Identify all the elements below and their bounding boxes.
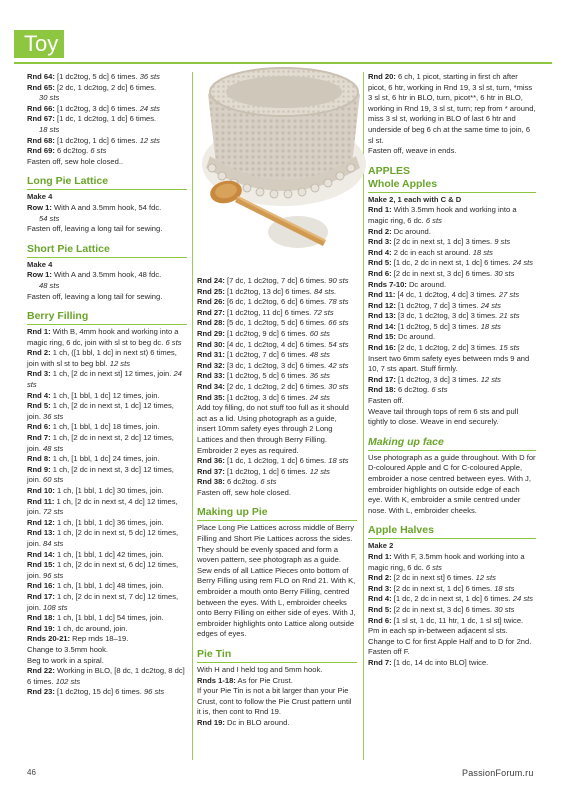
instruction-line: Rnd 16: [2 dc, 1 dc2tog, 2 dc] 3 times. 15 sts <box>368 343 520 353</box>
instruction-line: Rnd 17: [1 dc2tog, 3 dc] 3 times. 12 sts <box>368 374 501 384</box>
instruction-line: Rnd 22: Working in BLO, [8 dc, 1 dc2tog, 8 dc] 6 times. 102 sts <box>27 666 185 686</box>
instruction-line: Rnd 33: [1 dc2tog, 5 dc] 6 times. 36 sts <box>197 371 330 381</box>
instruction-note: Change to 3.5mm hook. <box>27 644 109 654</box>
instruction-line: Rnd 13: 1 ch, [2 dc in next st, 5 dc] 12 times, join. 84 sts <box>27 528 179 548</box>
section-heading-long-lattice: Long Pie Lattice <box>27 175 109 188</box>
eyes-note: Insert two 6mm safety eyes between rnds 9 and 10, 7 sts apart. Stuff firmly. <box>368 353 530 374</box>
fasten-note: Fasten off, sew hole closed. <box>197 487 291 497</box>
instruction-line: Rnd 5: 1 ch, [2 dc in next st, 1 dc] 12 times, join. 36 sts <box>27 401 174 421</box>
instruction-line: Rnd 20: 6 ch, 1 picot, starting in first ch after picot, 6 htr, working in Rnd 19, 3 sl st, turn, *miss 3 sl st, 6 htr in BLO, turn, picot**, 6 htr in BLO, working in Rnd 19, 3 sl st, turn; rep from * around, miss 3 sl st, working in BLO of last 6 htr and underside of beg 6 ch at the same time to join, 6 sl st. <box>368 72 536 145</box>
instruction-line: Rnd 69: 6 dc2tog. 6 sts <box>27 146 107 156</box>
instruction-line: Rnd 4: 1 ch, [1 bbl, 1 dc] 12 times, join. <box>27 390 160 400</box>
stuffing-note: Add toy filling, do not stuff too full as it should act as a lid. Using photograph as a guide, insert 10mm safety eyes through 2 Long Lattices and then through Berry Filling. Embroider 2 eyes as required. <box>197 403 349 455</box>
heading-rule <box>27 324 187 325</box>
instruction-line: Rnd 1: With F, 3.5mm hook and working into a magic ring, 6 dc. 6 sts <box>368 551 525 572</box>
instruction-line: Rnd 65: [2 dc, 1 dc2tog, 2 dc] 6 times. 30 sts <box>27 82 157 103</box>
instruction-line: Rnd 6: [1 sl st, 1 dc, 11 htr, 1 dc, 1 sl st] twice. Pm in each sp in-between adjacent sl sts. <box>368 615 524 636</box>
instruction-line: Rnd 11: [4 dc, 1 dc2tog, 4 dc] 3 times. 27 sts <box>368 290 520 300</box>
instruction-line: Rnd 7: [1 dc, 14 dc into BLO] twice. <box>368 657 489 667</box>
instruction-line: Rnd 2: Dc around. <box>368 226 431 236</box>
heading-rule <box>27 257 187 258</box>
section-heading-making-up-pie: Making up Pie <box>197 506 268 519</box>
heading-rule <box>368 538 536 539</box>
instruction-line: Rnd 18: 6 dc2tog. 6 sts <box>368 385 448 395</box>
instruction-line: Rnd 2: [2 dc in next st] 6 times. 12 sts <box>368 573 496 583</box>
instruction-line: Rnd 5: [2 dc in next st, 3 dc] 6 times. 30 sts <box>368 604 515 614</box>
instruction-line: Rnd 12: [1 dc2tog, 7 dc] 3 times. 24 sts <box>368 300 501 310</box>
instruction-line: Rnd 3: [2 dc in next st, 1 dc] 3 times. 9 sts <box>368 237 511 247</box>
make-count: Make 2 <box>368 541 394 551</box>
section-heading-making-up-face: Making up face <box>368 435 444 448</box>
instruction-line: Rnd 67: [1 dc, 1 dc2tog, 1 dc] 6 times. 18 sts <box>27 114 157 134</box>
heading-rule <box>27 189 187 190</box>
section-title: Toy <box>24 31 59 56</box>
instruction-line: Rnd 34: [2 dc, 1 dc2tog, 2 dc] 6 times. 30 sts <box>197 381 349 391</box>
fasten-note: Fasten off, leaving a long tail for sewing. <box>27 291 163 301</box>
instruction-line: Rnd 6: [2 dc in next st, 3 dc] 6 times. 30 sts <box>368 268 515 278</box>
heading-rule <box>368 450 536 451</box>
tin-intro: With H and I held tog and 5mm hook. <box>197 665 323 674</box>
instruction-line: Rnd 4: 2 dc in each st around. 18 sts <box>368 247 493 257</box>
instruction-line: Rnd 27: [1 dc2tog, 11 dc] 6 times. 72 sts <box>197 307 334 317</box>
instruction-line: Row 1: With A and 3.5mm hook, 48 fdc. 48 sts <box>27 270 162 290</box>
instruction-line: Rnd 10: 1 ch, [1 bbl, 1 dc] 30 times, join. <box>27 486 164 495</box>
instruction-line: Rnd 15: Dc around. <box>368 332 436 342</box>
instruction-line: Rnd 14: 1 ch, [1 bbl, 1 dc] 42 times, join. <box>27 549 164 559</box>
instruction-line: Rnd 17: 1 ch, [2 dc in next st, 7 dc] 12 times, join. 108 sts <box>27 591 179 612</box>
instruction-line: Rnd 11: 1 ch, [2 dc in next st, 4 dc] 12 times, join. 72 sts <box>27 496 178 517</box>
instruction-line: Rnd 7: 1 ch, [2 dc in next st, 2 dc] 12 times, join. 48 sts <box>27 433 174 453</box>
instruction-line: Rnd 8: 1 ch, [1 bbl, 1 dc] 24 times, join. <box>27 454 160 464</box>
instruction-line: Rnd 4: [1 dc, 2 dc in next st, 1 dc] 6 times. 24 sts <box>368 594 534 604</box>
instruction-line: Rnd 25: [1 dc2tog, 13 dc] 6 times. 84 sts. <box>197 286 337 296</box>
page-number: 46 <box>27 768 36 777</box>
berry-instructions <box>27 327 187 645</box>
section-heading-apple-halves: Apple Halves <box>368 524 434 537</box>
instruction-line: Rnd 30: [4 dc, 1 dc2tog, 4 dc] 6 times. 54 sts <box>197 339 349 349</box>
instruction-line: Rnd 68: [1 dc2tog, 1 dc] 6 times. 12 sts <box>27 135 160 145</box>
fasten-note: Fasten off, sew hole closed.. <box>27 156 124 166</box>
instruction-line: Rnd 24: [7 dc, 1 dc2tog, 7 dc] 6 times. 90 sts <box>197 276 349 285</box>
fasten-note: Fasten off. <box>368 396 404 406</box>
section-heading-whole-apples: Whole Apples <box>368 177 438 190</box>
instruction-line: Rnd 2: 1 ch, ([1 bbl, 1 dc] in next st) 6 times, join with sl st to beg bbl. 12 sts <box>27 348 177 368</box>
instruction-line: Rnd 3: [2 dc in next st, 1 dc] 6 times. 18 sts <box>368 583 515 593</box>
whole-apple-instructions <box>368 205 536 353</box>
section-heading-pie-tin: Pie Tin <box>197 648 232 660</box>
section-heading-short-lattice: Short Pie Lattice <box>27 242 110 255</box>
pie-instructions-2 <box>197 456 357 488</box>
instruction-line: Rnd 19: 1 ch, dc around, join. <box>27 623 128 633</box>
instruction-line: Rnds 1-18: As for Pie Crust. <box>197 675 293 685</box>
column-divider-1 <box>192 72 193 760</box>
instruction-line: Rnd 1: With B, 4mm hook and working into a magic ring, 6 dc, join with sl st to beg dc. 6 sts <box>27 327 182 347</box>
instruction-line: Row 1: With A and 3.5mm hook, 54 fdc. 54 sts <box>27 202 162 223</box>
instruction-line: Rnd 66: [1 dc2tog, 3 dc] 6 times. 24 sts <box>27 103 160 113</box>
pie-tin-photo <box>196 64 366 272</box>
instruction-line: Rnd 13: [3 dc, 1 dc2tog, 3 dc] 3 times. 21 sts <box>368 311 520 321</box>
instruction-line: Rnd 23: [1 dc2tog, 15 dc] 6 times. 96 sts <box>27 687 165 697</box>
instruction-line: Rnd 1: With 3.5mm hook and working into a magic ring, 6 dc. 6 sts <box>368 205 517 225</box>
instruction-line: Rnd 29: [1 dc2tog, 9 dc] 6 times. 60 sts <box>197 328 330 338</box>
column-2 <box>197 276 357 729</box>
instruction-line: Rnd 18: 1 ch, [1 bbl, 1 dc] 54 times, join. <box>27 613 164 623</box>
heading-rule <box>368 192 536 193</box>
instruction-line: Rnds 7-10: Dc around. <box>368 279 447 289</box>
berry-instructions-tail <box>27 666 187 698</box>
tin-note: If your Pie Tin is not a bit larger than your Pie Crust, cont to follow the Pie Crust pattern until it is, then cont to Rnd 19. <box>197 686 352 717</box>
instruction-line: Rnd 36: [1 dc, 1 dc2tog, 1 dc] 6 times. 18 sts <box>197 456 349 466</box>
instruction-line: Rnd 5: [1 dc, 2 dc in next st, 1 dc] 6 times. 24 sts <box>368 258 534 268</box>
watermark: PassionForum.ru <box>462 768 534 778</box>
make-count: Make 4 <box>27 192 53 202</box>
instruction-line: Rnd 35: [1 dc2tog, 3 dc] 6 times. 24 sts <box>197 392 330 402</box>
heading-rule <box>197 520 357 521</box>
instruction-line: Rnd 28: [5 dc, 1 dc2tog, 5 dc] 6 times. 66 sts <box>197 318 349 328</box>
instruction-line: Rnd 32: [3 dc, 1 dc2tog, 3 dc] 6 times. 42 sts <box>197 360 349 370</box>
pie-instructions <box>197 276 357 403</box>
making-up-text: Place Long Pie Lattices across middle of Berry Filling and Short Pie Lattices across the sides. They should be evenly spaced and form a woven pattern, see photograph as a guide. Sew ends of all Lattice Pieces onto bottom of Berry Filling using rem FLO on Rnd 21. With K, embroider a mouth onto Berry Filling, centred between the eyes. With L, embroider cheeks onto Berry Filling on either side of eyes. With J, embroider highlights onto Lattice along outside edges of eyes. <box>197 523 356 639</box>
instruction-line: Rnd 3: 1 ch, [2 dc in next st] 12 times, join. 24 sts <box>27 369 182 390</box>
instruction-line: Rnd 64: [1 dc2tog, 5 dc] 6 times. 36 sts <box>27 72 160 81</box>
column-1 <box>27 72 187 698</box>
make-count: Make 4 <box>27 259 53 269</box>
weave-note: Weave tail through tops of rem 6 sts and pull tightly to close. Weave in end securely. <box>368 406 519 427</box>
fasten-note: Fasten off, leaving a long tail for sewing. <box>27 224 163 234</box>
instruction-line: Rnd 12: 1 ch, [1 bbl, 1 dc] 36 times, join. <box>27 517 164 527</box>
instruction-line: Rnd 16: 1 ch, [1 bbl, 1 dc] 48 times, join. <box>27 581 164 591</box>
colour-change-note: Change to C for first Apple Half and to D for 2nd. Fasten off F. <box>368 636 532 657</box>
fasten-note: Fasten off, weave in ends. <box>368 146 457 156</box>
instruction-line: Rnd 31: [1 dc2tog, 7 dc] 6 times. 48 sts <box>197 350 330 360</box>
instruction-note: Beg to work in a spiral. <box>27 655 104 665</box>
whole-apple-instructions-2 <box>368 375 536 396</box>
instruction-line: Rnd 6: 1 ch, [1 bbl, 1 dc] 18 times, join. <box>27 422 160 432</box>
instruction-line: Rnd 19: Dc in BLO around. <box>197 717 290 727</box>
section-heading-berry-filling: Berry Filling <box>27 310 89 323</box>
column-3 <box>368 72 536 669</box>
face-text: Use photograph as a guide throughout. With D for D-coloured Apple and C for C-coloured Apple, embroider a nose centred between eyes. With J, embroider highlights on outside edge of each eye. With K, embroider a smile centred under nose. With L, embroider cheeks. <box>368 452 536 515</box>
instruction-line: Rnd 9: 1 ch, [2 dc in next st, 3 dc] 12 times, join. 60 sts <box>27 464 174 485</box>
apple-halves-instructions <box>368 552 536 637</box>
instruction-line: Rnd 37: [1 dc2tog, 1 dc] 6 times. 12 sts <box>197 466 330 476</box>
section-heading-apples: APPLES <box>368 164 411 177</box>
instruction-line: Rnd 15: 1 ch, [2 dc in next st, 6 dc] 12 times, join. 96 sts <box>27 560 179 580</box>
instruction-line: Rnd 14: [1 dc2tog, 5 dc] 3 times. 18 sts <box>368 321 501 331</box>
instruction-line: Rnds 20-21: Rep rnds 18–19. <box>27 634 129 644</box>
instruction-line: Rnd 38: 6 dc2tog. 6 sts <box>197 477 277 487</box>
heading-rule <box>197 662 357 663</box>
make-count: Make 2, 1 each with C & D <box>368 194 462 204</box>
instruction-line: Rnd 26: [6 dc, 1 dc2tog, 6 dc] 6 times. 78 sts <box>197 297 349 307</box>
